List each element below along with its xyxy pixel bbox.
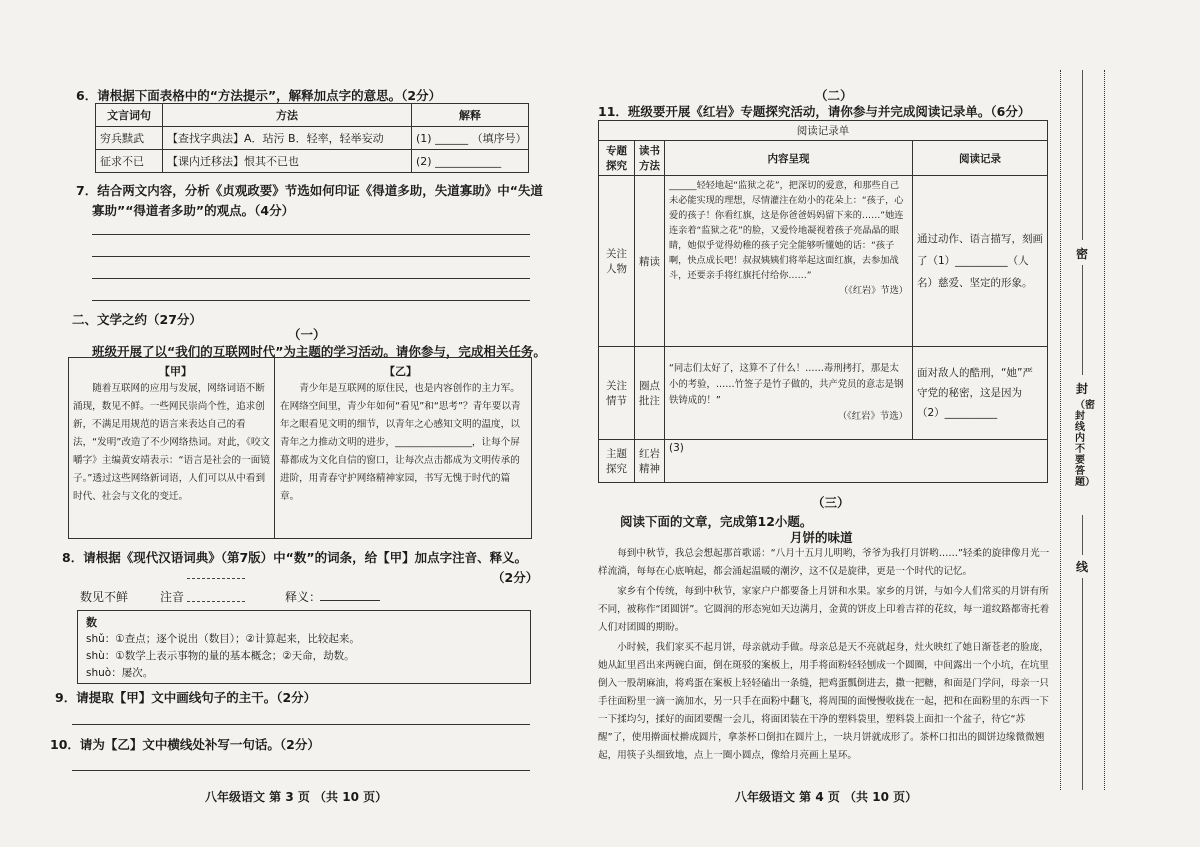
article-paragraph: 每到中秋节，我总会想起那首歌谣：“八月十五月儿明哟，爷爷为我打月饼哟……”轻柔的旋律像月光一样流淌，每每在心底响起，都会涌起温暖的潮汐，这不仅是旋律，更是一个时代的记忆。 [598, 548, 1050, 577]
dictionary-box [77, 610, 531, 684]
table-header: 阅读记录 [913, 141, 1048, 176]
question-6-table [95, 103, 529, 173]
question-8: 8．请根据《现代汉语词典》（第7版）中“数”的词条，给【甲】加点字注音、释义。 [62, 550, 528, 565]
answer-line[interactable] [92, 256, 530, 257]
answer-line[interactable] [92, 278, 530, 279]
table-header: 专题探究 [599, 141, 635, 176]
part-2-label: （二） [815, 88, 853, 103]
page-footer: 八年级语文 第 3 页 （共 10 页） [205, 790, 388, 804]
table-row [96, 127, 529, 150]
part-3-label: （三） [812, 495, 850, 510]
shiyi-label: 释义： [285, 590, 322, 604]
table-row [96, 150, 529, 173]
table-header: 文言词句 [96, 104, 163, 127]
record-answer[interactable]: 通过动作、语言描写，刻画了（1）__________（人名）慈爱、坚定的形象。 [913, 176, 1048, 347]
shiyi-input[interactable] [320, 600, 380, 601]
table-row [599, 176, 1048, 347]
topic-cell: 关注人物 [599, 176, 635, 347]
dict-line: shǔ：①查点；逐个说出（数目）；②计算起来，比较起来。 [86, 633, 360, 645]
excerpt-text: “同志们太好了，这算不了什么！……毒刑拷打，那是太小的考验，……竹签子是竹子做的，共产党员的意志是钢铁铸成的！” [669, 363, 904, 406]
reading-intro: 阅读下面的文章，完成第12小题。 [620, 514, 813, 529]
seal-line [1082, 578, 1083, 790]
method-cell: 红岩精神 [635, 440, 665, 483]
method-cell: 精读 [635, 176, 665, 347]
table-header: 解释 [412, 104, 529, 127]
question-10: 10．请为【乙】文中横线处补写一句话。（2分） [50, 737, 320, 752]
table-row [599, 440, 1048, 483]
seal-label-xian: 线 [1076, 560, 1089, 574]
question-7-line1: 7．结合两文内容，分析《贞观政要》节选如何印证《得道多助，失道寡助》中“失道 [76, 183, 543, 198]
activity-intro: 班级开展了以“我们的互联网时代”为主题的学习活动。请你参与，完成相关任务。 [92, 344, 546, 359]
dict-line: shù：①数学上表示事物的量的基本概念；②天命，劫数。 [86, 650, 355, 662]
zhuyin-input[interactable] [187, 578, 245, 602]
method-cell: 圈点批注 [635, 347, 665, 440]
answer-line[interactable] [72, 770, 530, 771]
dotted-line [1104, 70, 1105, 790]
table-header: 读书方法 [635, 141, 665, 176]
answer-cell[interactable]: (2) ____________ [412, 150, 529, 173]
table-cell: 征求不已 [96, 150, 163, 173]
question-9: 9．请提取【甲】文中画线句子的主干。（2分） [55, 690, 317, 705]
question-8-score: （2分） [492, 570, 539, 585]
reading-record-table [598, 120, 1048, 483]
seal-line [1082, 70, 1083, 240]
excerpt-text: ______轻轻地起“监狱之花”，把深切的爱意，和那些自己未必能实现的理想，尽情灌注在幼小的花朵上：“孩子，心爱的孩子！你看红旗，这是你爸爸妈妈留下来的……”她连连亲着“监狱之花”的脸，又爱怜地凝视着孩子亮晶晶的眼睛，她似乎觉得幼稚的孩子完全能够听懂她的话：“孩子啊，快点成长吧！叔叔姨姨们将举起这面红旗，去参加战斗，还要亲手将红旗托付给你……” [669, 180, 904, 281]
excerpt-source: （《红岩》节选） [839, 285, 908, 296]
topic-cell: 关注情节 [599, 347, 635, 440]
seal-label-mi: 密 [1076, 247, 1089, 261]
answer-number: (3) [669, 442, 684, 454]
dict-line: shuò：屡次。 [86, 667, 154, 679]
yi-title: 【乙】 [384, 365, 417, 378]
yi-text: 青少年是互联网的原住民，也是内容创作的主力军。在网络空间里，青少年如何“看见”和“思考”？青年要以青年之眼看见文明的细节，以青年之心感知文明的温度，以青年之力推动文明的进步，________________，让每个屏幕都成为文化自信的窗口，让每次点击都成为文明传承的进阶，用青春守护网络精神家园，书写无愧于时代的篇章。 [280, 383, 521, 502]
page-footer: 八年级语文 第 4 页 （共 10 页） [735, 790, 918, 804]
jia-title: 【甲】 [159, 365, 192, 378]
seal-line [1082, 265, 1083, 375]
sealing-line-margin [1058, 70, 1108, 790]
seal-label-feng: 封 [1076, 382, 1089, 396]
table-cell: 【课内迁移法】恨其不已也 [163, 150, 412, 173]
table-title: 阅读记录单 [599, 121, 1048, 141]
zhuyin-label: 注音 [160, 590, 185, 604]
answer-line[interactable] [92, 300, 530, 301]
page-4 [590, 0, 1060, 847]
record-answer[interactable] [665, 440, 1048, 483]
part-1-label: （一） [288, 327, 326, 342]
answer-line[interactable] [72, 724, 530, 725]
reading-materials-box [68, 357, 532, 539]
table-cell: 穷兵黩武 [96, 127, 163, 150]
question-6: 6．请根据下面表格中的“方法提示”，解释加点字的意思。（2分） [76, 88, 442, 103]
excerpt-source: （《红岩》节选） [837, 411, 908, 422]
target-word: 数见不鲜 [80, 590, 129, 604]
article-paragraph: 家乡有个传统，每到中秋节，家家户户都要备上月饼和水果。家乡的月饼，与如今人们常买的月饼有所不同，被称作“团圆饼”。它圆润的形态宛如天边满月，金黄的饼皮上印着吉祥的花纹，每一道纹路都寄托着人们对团圆的期盼。 [598, 586, 1050, 633]
record-answer[interactable]: 面对敌人的酷刑，“她”严守党的秘密，这是因为（2）__________ [913, 347, 1048, 440]
table-header: 内容呈现 [665, 141, 913, 176]
box-divider [274, 358, 275, 538]
section-2-title: 二、文学之约（27分） [72, 312, 202, 327]
answer-line[interactable] [92, 234, 530, 235]
dict-title: 数 [86, 616, 97, 629]
topic-cell: 主题探究 [599, 440, 635, 483]
table-cell: 【查找字典法】A．玷污 B．轻率，轻举妄动 [163, 127, 412, 150]
page-3 [0, 0, 590, 847]
question-7-line2: 寡助”“得道者多助”的观点。（4分） [92, 203, 295, 218]
dotted-line [1060, 70, 1061, 790]
question-11: 11．班级要开展《红岩》专题探究活动，请你参与并完成阅读记录单。（6分） [598, 104, 1031, 119]
answer-cell[interactable]: (1) ______ （填序号） [412, 127, 529, 150]
table-header: 方法 [163, 104, 412, 127]
article-title: 月饼的味道 [790, 530, 853, 545]
seal-line [1082, 515, 1083, 555]
article-paragraph: 小时候，我们家买不起月饼，母亲就动手做。母亲总是天不亮就起身，灶火映红了她日渐苍老的脸庞，她从缸里舀出来两碗白面，倒在斑驳的案板上，用手将面粉轻轻刨成一个圆圈，中间露出一个小坑，在坑里倒入一股胡麻油，将鸡蛋在案板上轻轻磕出一条缝，把鸡蛋瓢倒进去，撒一把糖，和面是门学问，母亲一只手往面粉里一滴一滴加水，另一只手在面粉中翻飞，将周围的面慢慢收拢在一起，把和在面粉里的东西一下一下揉均匀，揉好的面团要醒一会儿，将面团装在干净的塑料袋里，塑料袋上面扣一个盆子，待它“苏醒”了，使用擀面杖擀成圆片，拿茶杯口倒扣在圆片上，一块月饼就成形了。茶杯口扣出的圆饼边缘微微翘起，用筷子头细致地，点上一圈小圆点，像给月亮画上星环。 [598, 642, 1049, 761]
table-row [599, 347, 1048, 440]
seal-note: （密封线内不要答题） [1075, 400, 1095, 488]
jia-text: 随着互联网的应用与发展，网络词语不断涌现，数见不鲜。一些网民崇尚个性，追求创新，不满足用规范的语言来表达自己的看法，“发明”改造了不少网络热词。对此，《咬文嚼字》主编黄安靖表示：“语言是社会的一面镜子。”透过这些网络新词语，人们可以从中看到时代、社会与文化的变迁。 [73, 383, 271, 502]
